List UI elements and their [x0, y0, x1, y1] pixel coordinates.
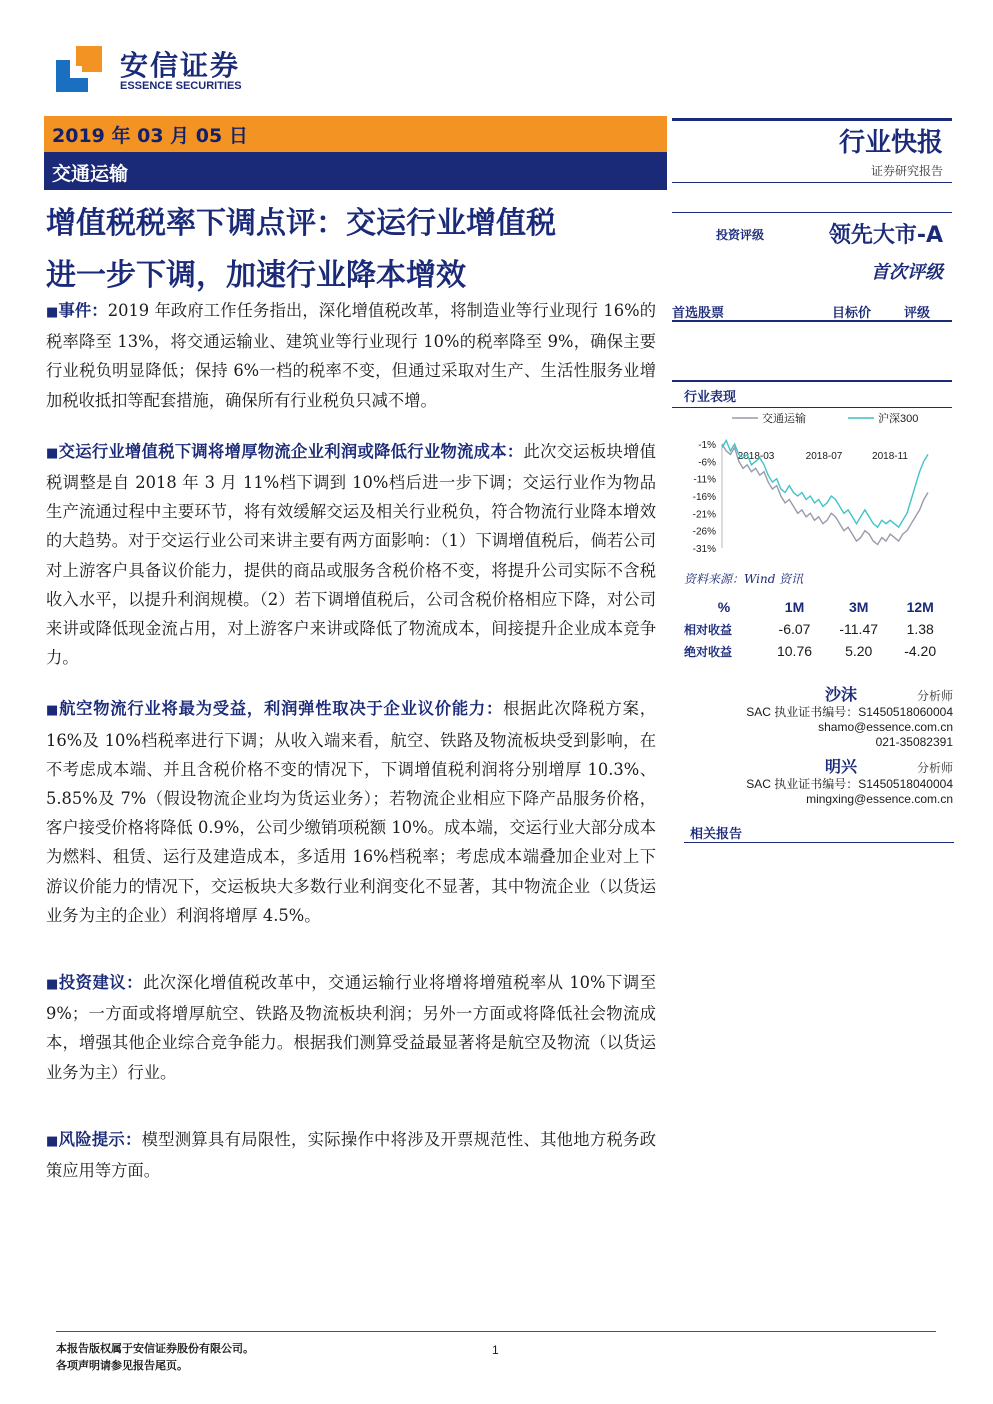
related-reports-title: 相关报告: [690, 827, 743, 842]
y-tick-label: -6%: [698, 457, 716, 469]
bullet-icon: ■: [46, 305, 59, 320]
bullet-icon: ■: [46, 977, 59, 993]
table-row: [684, 640, 948, 662]
x-tick-label: 2018-03: [737, 451, 775, 462]
bullet-icon: ■: [46, 445, 59, 461]
analyst-card: [746, 754, 953, 807]
sector-bar: [44, 152, 667, 190]
divider: [672, 182, 952, 183]
rating-sub: 首次评级: [871, 262, 943, 283]
report-subtype: 证券研究报告: [870, 164, 943, 178]
logo-mark-icon: [56, 46, 102, 92]
footer-divider: [56, 1331, 936, 1332]
top-picks-header: [672, 300, 952, 322]
sector-name: 交通运输: [52, 163, 129, 185]
divider: [672, 118, 952, 121]
divider: [672, 380, 952, 382]
paragraph-text: 模型测算具有局限性，实际操作中将涉及开票规范性、其他地方税务政策应用等方面。: [46, 1129, 656, 1181]
y-tick-label: -31%: [692, 544, 716, 555]
rating-value: 领先大市-A: [828, 223, 943, 248]
paragraph-aviation: [46, 694, 656, 930]
table-cell: -11.47: [839, 621, 879, 637]
report-body: [46, 296, 656, 1185]
report-date: 2019 年 03 月 05 日: [52, 125, 248, 147]
logo-chinese-name: 安信证券: [120, 49, 241, 82]
bullet-icon: ■: [46, 1133, 59, 1149]
col-rating: 评级: [904, 306, 931, 321]
company-logo: [56, 42, 256, 98]
table-header-cell: 1M: [784, 599, 805, 615]
chart-legend: [732, 411, 918, 425]
bullet-icon: ■: [46, 703, 60, 719]
table-row: [684, 618, 948, 640]
report-type: 行业快报: [838, 128, 943, 158]
row-label: 绝对收益: [684, 644, 733, 659]
analyst-role: 分析师: [916, 761, 953, 775]
y-tick-label: -16%: [692, 492, 716, 503]
analyst-license: SAC 执业证书编号：S1450518060004: [746, 705, 953, 719]
divider: [672, 212, 952, 213]
footer-disclaimer: 各项声明请参见报告尾页。: [56, 1359, 188, 1372]
paragraph-text: 根据此次降税方案，16%及 10%档税率进行下调；从收入端来看，航空、铁路及物流板块受到影响，在不考虑成本端、并且含税价格不变的情况下，下调增值税利润将分别增厚 10.3%、5.85%及 7%（假设物流企业均为货运业务）；若物流企业相应下降产品服务价格，客户接受价格将降低 0.9%，公司少缴销项税额 10%。成本端，交运行业大部分成本为燃料、租赁、运行及建造成本，多适用 16%档税率；考虑成本端叠加企业对上下游议价能力的情况下，交运板块大多数行业利润变化不显著，其中物流企业（以货运业务为主的企业）利润将增厚 4.5%。: [46, 699, 656, 925]
analyst-license: SAC 执业证书编号：S1450518040004: [746, 777, 953, 791]
y-tick-label: -21%: [692, 509, 716, 521]
paragraph-event: [46, 296, 656, 415]
chart-source: 资料来源：Wind 资讯: [684, 572, 804, 586]
y-tick-label: -26%: [692, 526, 716, 538]
performance-title: 行业表现: [684, 390, 737, 405]
performance-chart: [672, 408, 954, 570]
paragraph-text: 此次交运板块增值税调整是自 2018 年 3 月 11%档下调到 10%档后进一步下调；交运行业作为物品生产流通过程中主要环节，将有效缓解交运及相关行业税负，符合物流行业降本增效的大趋势。对于交运行业公司来讲主要有两方面影响：（1）下调增值税后，倘若公司对上游客户具备议价能力，提供的商品或服务含税价格不变，将提升公司实际不含税收入水平，以提升利润规模。（2）若下调增值税后，公司含税价格相应下降，对公司来讲或降低现金流占用，对上游客户来讲或降低了物流成本，间接提升企业成本竞争力。: [46, 441, 656, 668]
table-cell: 5.20: [845, 643, 873, 659]
table-cell: -6.07: [778, 621, 811, 637]
legend-label: 交通运输: [762, 413, 806, 425]
analyst-role: 分析师: [916, 689, 953, 703]
paragraph-lead: 交运行业增值税下调将增厚物流企业利润或降低行业物流成本：: [58, 441, 524, 461]
paragraph-impact: [46, 437, 656, 673]
paragraph-lead: 航空物流行业将最为受益，利润弹性取决于企业议价能力：: [59, 699, 504, 719]
table-cell: 1.38: [906, 621, 934, 637]
paragraph-lead: 风险提示：: [58, 1129, 142, 1149]
paragraph-lead: 事件：: [58, 301, 108, 320]
analyst-phone: 021-35082391: [875, 735, 953, 749]
row-label: 相对收益: [684, 622, 733, 637]
table-cell: -4.20: [904, 643, 937, 659]
table-header-cell: %: [717, 599, 731, 615]
table-header-cell: 3M: [848, 599, 869, 615]
analyst-email[interactable]: mingxing@essence.com.cn: [806, 792, 953, 806]
table-cell: 10.76: [776, 643, 813, 659]
paragraph-text: 2019 年政府工作任务指出，深化增值税改革，将制造业等行业现行 16%的税率降至 13%，将交通运输业、建筑业等行业现行 10%的税率降至 9%，确保主要行业税负明显降低；保持 6%一档的税率不变，但通过采取对生产、生活性服务业增加税收抵扣等配套措施，确保所有行业税负只减不增。: [46, 301, 656, 410]
paragraph-lead: 投资建议：: [58, 973, 143, 993]
analyst-name: 沙沫: [824, 685, 857, 704]
paragraph-text: 此次深化增值税改革中，交通运输行业将增将增殖税率从 10%下调至 9%；一方面或将增厚航空、铁路及物流板块利润；另外一方面或将降低社会物流成本，增强其他企业综合竞争能力。根据我们测算受益最显著将是航空及物流（以货运业务为主）行业。: [46, 973, 656, 1082]
chart-axes: [693, 440, 909, 555]
paragraph-risk: [46, 1125, 656, 1185]
table-header-cell: 12M: [906, 599, 934, 615]
rating-label: 投资评级: [716, 228, 765, 242]
analyst-name: 明兴: [824, 757, 857, 776]
logo-english-name: ESSENCE SECURITIES: [120, 80, 242, 92]
report-title: [46, 198, 666, 302]
title-line: 进一步下调，加速行业降本增效: [46, 258, 466, 293]
col-stock: 首选股票: [672, 306, 725, 321]
col-target-price: 目标价: [832, 306, 872, 321]
x-tick-label: 2018-07: [805, 451, 843, 462]
analyst-email[interactable]: shamo@essence.com.cn: [818, 720, 953, 734]
footer-copyright: 本报告版权属于安信证券股份有限公司。: [56, 1342, 254, 1355]
y-tick-label: -1%: [698, 440, 716, 451]
performance-table: [684, 596, 948, 662]
page-number: 1: [492, 1343, 499, 1357]
paragraph-investment-advice: [46, 968, 656, 1087]
legend-label: 沪深300: [878, 413, 919, 425]
x-tick-label: 2018-11: [872, 451, 908, 462]
divider: [684, 842, 954, 843]
y-tick-label: -11%: [693, 474, 716, 486]
date-bar: [44, 116, 667, 152]
analyst-card: [746, 682, 953, 750]
table-header-row: [684, 596, 948, 618]
title-line: 增值税税率下调点评：交运行业增值税: [46, 206, 556, 241]
